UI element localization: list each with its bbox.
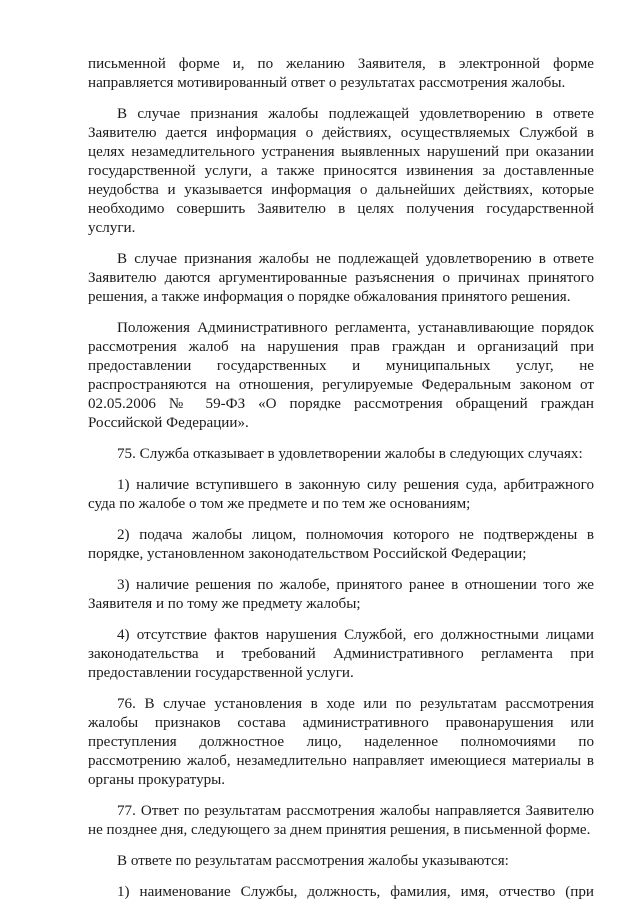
paragraph-response-form: письменной форме и, по желанию Заявителя, в электронной форме направляется мотивированный ответ о результатах рассмотрения жалобы. <box>88 56 594 91</box>
paragraph-item-75-4: 4) отсутствие фактов нарушения Службой, его должностными лицами законодательства и требований Административного регламента при предоставлении государственной услуги. <box>88 627 594 681</box>
paragraph-item-77-1: 1) наименование Службы, должность, фамилия, имя, отчество (при <box>117 884 594 900</box>
paragraph-complaint-satisfied: В случае признания жалобы подлежащей удовлетворению в ответе Заявителю дается информация о действиях, осуществляемых Службой в целях незамедлительного устранения выявленных нарушений при оказании государственной услуги, а также приносятся извинения за доставленные неудобства и указывается информация о дальнейших действиях, которые необходимо совершить Заявителю в целях получения государственной услуги. <box>88 106 594 236</box>
paragraph-item-75: 75. Служба отказывает в удовлетворении жалобы в следующих случаях: <box>117 446 583 462</box>
paragraph-item-75-1: 1) наличие вступившего в законную силу решения суда, арбитражного суда по жалобе о том же предмете и по тем же основаниям; <box>88 477 594 512</box>
paragraph-complaint-not-satisfied: В случае признания жалобы не подлежащей удовлетворению в ответе Заявителю даются аргументированные разъяснения о причинах принятого решения, а также информация о порядке обжалования принятого решения. <box>88 251 594 305</box>
paragraph-response-contents: В ответе по результатам рассмотрения жалобы указываются: <box>117 853 509 869</box>
paragraph-regulation-provisions: Положения Административного регламента, устанавливающие порядок рассмотрения жалоб на нарушения прав граждан и организаций при предоставлении государственных и муниципальных услуг, не распространяются на отношения, регулируемые Федеральным законом от 02.05.2006 № 59-ФЗ «О порядке рассмотрения обращений граждан Российской Федерации». <box>88 320 594 431</box>
paragraph-item-75-2: 2) подача жалобы лицом, полномочия которого не подтверждены в порядке, установленном законодательством Российской Федерации; <box>88 527 594 562</box>
paragraph-item-77: 77. Ответ по результатам рассмотрения жалобы направляется Заявителю не позднее дня, следующего за днем принятия решения, в письменной форме. <box>88 803 594 838</box>
paragraph-item-76: 76. В случае установления в ходе или по результатам рассмотрения жалобы признаков состава административного правонарушения или преступления должностное лицо, наделенное полномочиями по рассмотрению жалоб, незамедлительно направляет имеющиеся материалы в органы прокуратуры. <box>88 696 594 788</box>
paragraph-item-75-3: 3) наличие решения по жалобе, принятого ранее в отношении того же Заявителя и по тому же предмету жалобы; <box>88 577 594 612</box>
